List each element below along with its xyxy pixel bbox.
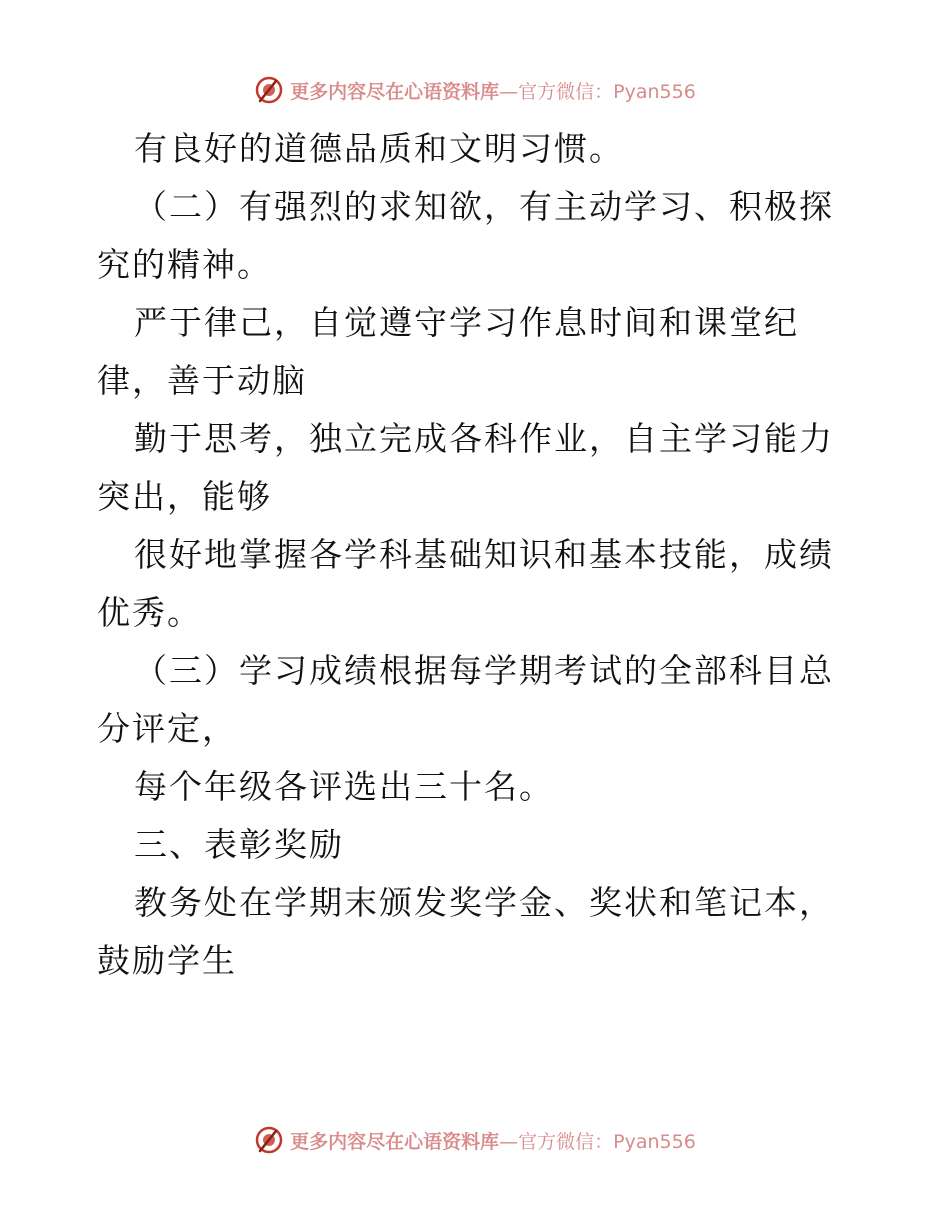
paragraph: （三）学习成绩根据每学期考试的全部科目总分评定， — [97, 651, 834, 748]
paragraph: 每个年级各评选出三十名。 — [134, 767, 554, 806]
header-watermark — [0, 70, 950, 110]
ink-brush-logo-icon — [254, 75, 284, 105]
watermark-tail-text: —官方微信：Pyan556 — [499, 1130, 696, 1153]
paragraph: 勤于思考，独立完成各科作业，自主学习能力突出，能够 — [97, 419, 834, 516]
paragraph: （二）有强烈的求知欲，有主动学习、积极探究的精神。 — [97, 187, 834, 284]
paragraph: 严于律己，自觉遵守学习作息时间和课堂纪律，善于动脑 — [97, 303, 799, 400]
document-body — [97, 120, 857, 990]
watermark-tail-text: —官方微信：Pyan556 — [499, 80, 696, 103]
footer-watermark — [0, 1120, 950, 1160]
paragraph: 教务处在学期末颁发奖学金、奖状和笔记本，鼓励学生 — [97, 883, 834, 980]
paragraph: 有良好的道德品质和文明习惯。 — [134, 129, 624, 168]
paragraph: 很好地掌握各学科基础知识和基本技能，成绩优秀。 — [97, 535, 834, 632]
watermark-lead-text: 更多内容尽在心语资料库 — [290, 80, 500, 103]
section-heading: 三、表彰奖励 — [134, 825, 344, 864]
ink-brush-logo-icon — [254, 1125, 284, 1155]
watermark-lead-text: 更多内容尽在心语资料库 — [290, 1130, 500, 1153]
